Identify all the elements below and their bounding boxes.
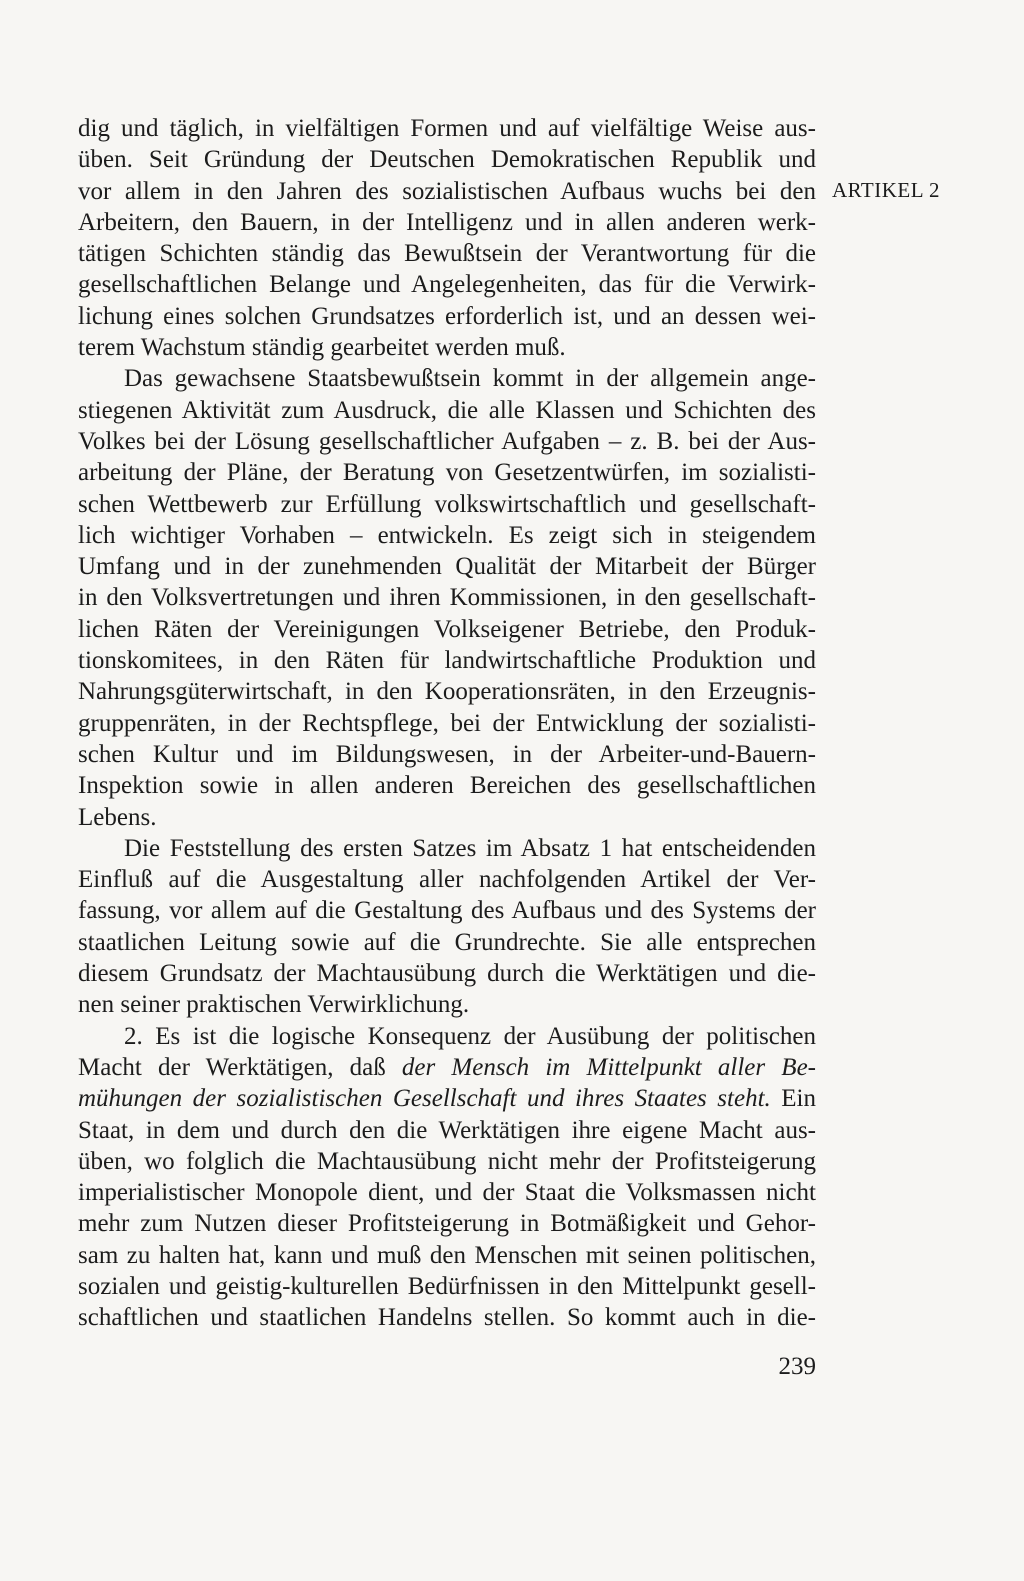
text-line (78, 1021, 816, 1052)
text-line (78, 708, 816, 739)
text-segment: lich wichtiger Vorhaben – entwickeln. Es zeigt sich in steigendem (78, 521, 816, 549)
text-segment: Umfang und in der zunehmenden Qualität der Mitarbeit der Bürger (78, 553, 816, 581)
text-segment: staatlichen Leitung sowie auf die Grundrechte. Sie alle entsprechen (78, 928, 816, 956)
text-segment: schaftlichen und staatlichen Handelns stellen. So kommt auch in die- (78, 1304, 816, 1332)
text-line (78, 864, 816, 895)
text-segment: Inspektion sowie in allen anderen Bereichen des gesellschaftlichen (78, 772, 816, 800)
text-segment: vor allem in den Jahren des sozialistischen Aufbaus wuchs bei den (78, 177, 816, 205)
margin-note-article: ARTIKEL 2 (832, 178, 941, 202)
text-segment: Staat, in dem und durch den die Werktätigen ihre eigene Macht aus- (78, 1116, 816, 1144)
text-line (78, 1083, 816, 1114)
text-line (78, 1052, 816, 1083)
text-line (78, 582, 816, 613)
text-line (78, 1177, 816, 1208)
text-segment: gruppenräten, in der Rechtspflege, bei der Entwicklung der sozialisti- (78, 709, 816, 737)
text-line (78, 1208, 816, 1239)
text-segment: Macht der Werktätigen, daß (78, 1053, 402, 1081)
text-line (78, 676, 816, 707)
text-line (78, 1146, 816, 1177)
text-line (78, 332, 816, 363)
text-line (78, 645, 816, 676)
text-line (78, 1271, 816, 1302)
text-segment: dig und täglich, in vielfältigen Formen und auf vielfältige Weise aus- (78, 115, 816, 142)
text-line (78, 1240, 816, 1271)
text-line (78, 958, 816, 989)
text-segment: diesem Grundsatz der Machtausübung durch die Werktätigen und die- (78, 960, 816, 988)
text-line (78, 176, 816, 207)
text-line (78, 1302, 816, 1333)
text-segment: gesellschaftlichen Belange und Angelegenheiten, das für die Verwirk- (78, 271, 816, 299)
text-segment: Die Feststellung des ersten Satzes im Absatz 1 hat entscheidenden (124, 834, 816, 862)
text-segment: schen Wettbewerb zur Erfüllung volkswirtschaftlich und gesellschaft- (78, 490, 816, 518)
text-segment: schen Kultur und im Bildungswesen, in der Arbeiter-und-Bauern- (78, 740, 816, 768)
text-line (78, 520, 816, 551)
text-segment: terem Wachstum ständig gearbeitet werden muß. (78, 334, 566, 362)
text-segment: Nahrungsgüterwirtschaft, in den Kooperationsräten, in den Erzeugnis- (78, 678, 816, 706)
text-line (78, 207, 816, 238)
text-line (78, 426, 816, 457)
text-segment: Ein (770, 1085, 816, 1113)
page-number: 239 (778, 1353, 816, 1380)
text-segment: arbeitung der Pläne, der Beratung von Gesetzentwürfen, im sozialisti- (78, 459, 816, 487)
text-line (78, 113, 816, 144)
text-line (78, 802, 816, 833)
text-segment: fassung, vor allem auf die Gestaltung des Aufbaus und des Systems der (78, 897, 816, 925)
text-segment: tionskomitees, in den Räten für landwirtschaftliche Produktion und (78, 647, 816, 675)
italic-text-segment: der Mensch im Mittelpunkt aller Be- (401, 1053, 817, 1081)
text-segment: lichung eines solchen Grundsatzes erforderlich ist, und an dessen wei- (78, 302, 816, 330)
text-line (78, 739, 816, 770)
text-segment: mehr zum Nutzen dieser Profitsteigerung in Botmäßigkeit und Gehor- (78, 1210, 816, 1238)
text-lines (78, 113, 816, 1334)
text-line (78, 457, 816, 488)
text-segment: imperialistischer Monopole dient, und der Staat die Volksmassen nicht (78, 1179, 816, 1207)
text-line (78, 489, 816, 520)
text-segment: tätigen Schichten ständig das Bewußtsein der Verantwortung für die (78, 240, 816, 268)
text-segment: 2. Es ist die logische Konsequenz der Ausübung der politischen (124, 1022, 816, 1050)
text-line (78, 833, 816, 864)
text-line (78, 989, 816, 1020)
text-line (78, 238, 816, 269)
text-line (78, 269, 816, 300)
text-segment: nen seiner praktischen Verwirklichung. (78, 991, 470, 1019)
text-segment: in den Volksvertretungen und ihren Kommissionen, in den gesellschaft- (78, 584, 816, 612)
body-text (78, 113, 816, 1334)
text-line (78, 301, 816, 332)
text-segment: üben, wo folglich die Machtausübung nicht mehr der Profitsteigerung (78, 1147, 816, 1175)
text-line (78, 614, 816, 645)
text-line (78, 363, 816, 394)
text-line (78, 395, 816, 426)
text-segment: Das gewachsene Staatsbewußtsein kommt in der allgemein ange- (124, 365, 816, 393)
text-line (78, 1115, 816, 1146)
text-segment: lichen Räten der Vereinigungen Volkseigener Betriebe, den Produk- (78, 615, 816, 643)
text-line (78, 144, 816, 175)
text-line (78, 770, 816, 801)
text-line (78, 551, 816, 582)
text-line (78, 927, 816, 958)
italic-text-segment: mühungen der sozialistischen Gesellschaft und ihres Staates steht. (78, 1085, 771, 1113)
text-segment: sam zu halten hat, kann und muß den Menschen mit seinen politischen, (78, 1241, 816, 1269)
text-segment: stiegenen Aktivität zum Ausdruck, die alle Klassen und Schichten des (78, 396, 816, 424)
text-segment: Einfluß auf die Ausgestaltung aller nachfolgenden Artikel der Ver- (78, 866, 816, 894)
text-segment: Arbeitern, den Bauern, in der Intelligenz und in allen anderen werk- (78, 208, 816, 236)
text-segment: Volkes bei der Lösung gesellschaftlicher Aufgaben – z. B. bei der Aus- (78, 427, 816, 455)
text-segment: Lebens. (78, 803, 157, 831)
text-segment: sozialen und geistig-kulturellen Bedürfnissen in den Mittelpunkt gesell- (78, 1272, 816, 1300)
text-line (78, 895, 816, 926)
text-segment: üben. Seit Gründung der Deutschen Demokratischen Republik und (78, 146, 816, 174)
